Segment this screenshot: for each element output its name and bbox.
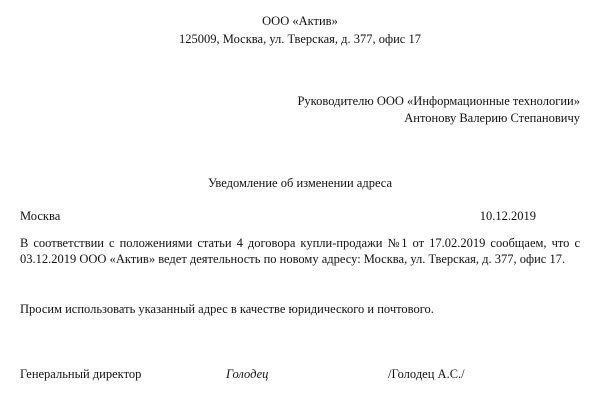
document-title: Уведомление об изменении адреса xyxy=(207,176,393,190)
body-paragraph: В соответствии с положениями статьи 4 договора купли-продажи №1 от 17.02.2019 сообщаем, что с 03.12.2019 ООО «Актив» ведет деятельность по новому адресу: Москва, ул. Тверская, д. 377, офис 17. xyxy=(20,236,580,266)
signatory-name: /Голодец А.С./ xyxy=(388,367,465,381)
sender-address: 125009, Москва, ул. Тверская, д. 377, офис 17 xyxy=(179,32,421,46)
handwritten-signature: Голодец xyxy=(226,367,269,381)
addressee-name: Антонову Валерию Степановичу xyxy=(404,111,580,125)
signatory-position: Генеральный директор xyxy=(20,367,142,381)
document-city: Москва xyxy=(20,209,61,223)
document-date: 10.12.2019 xyxy=(479,209,536,223)
addressee-position: Руководителю ООО «Информационные технологии» xyxy=(297,94,580,108)
request-paragraph: Просим использовать указанный адрес в качестве юридического и почтового. xyxy=(20,302,434,316)
sender-company-name: ООО «Актив» xyxy=(262,14,338,28)
